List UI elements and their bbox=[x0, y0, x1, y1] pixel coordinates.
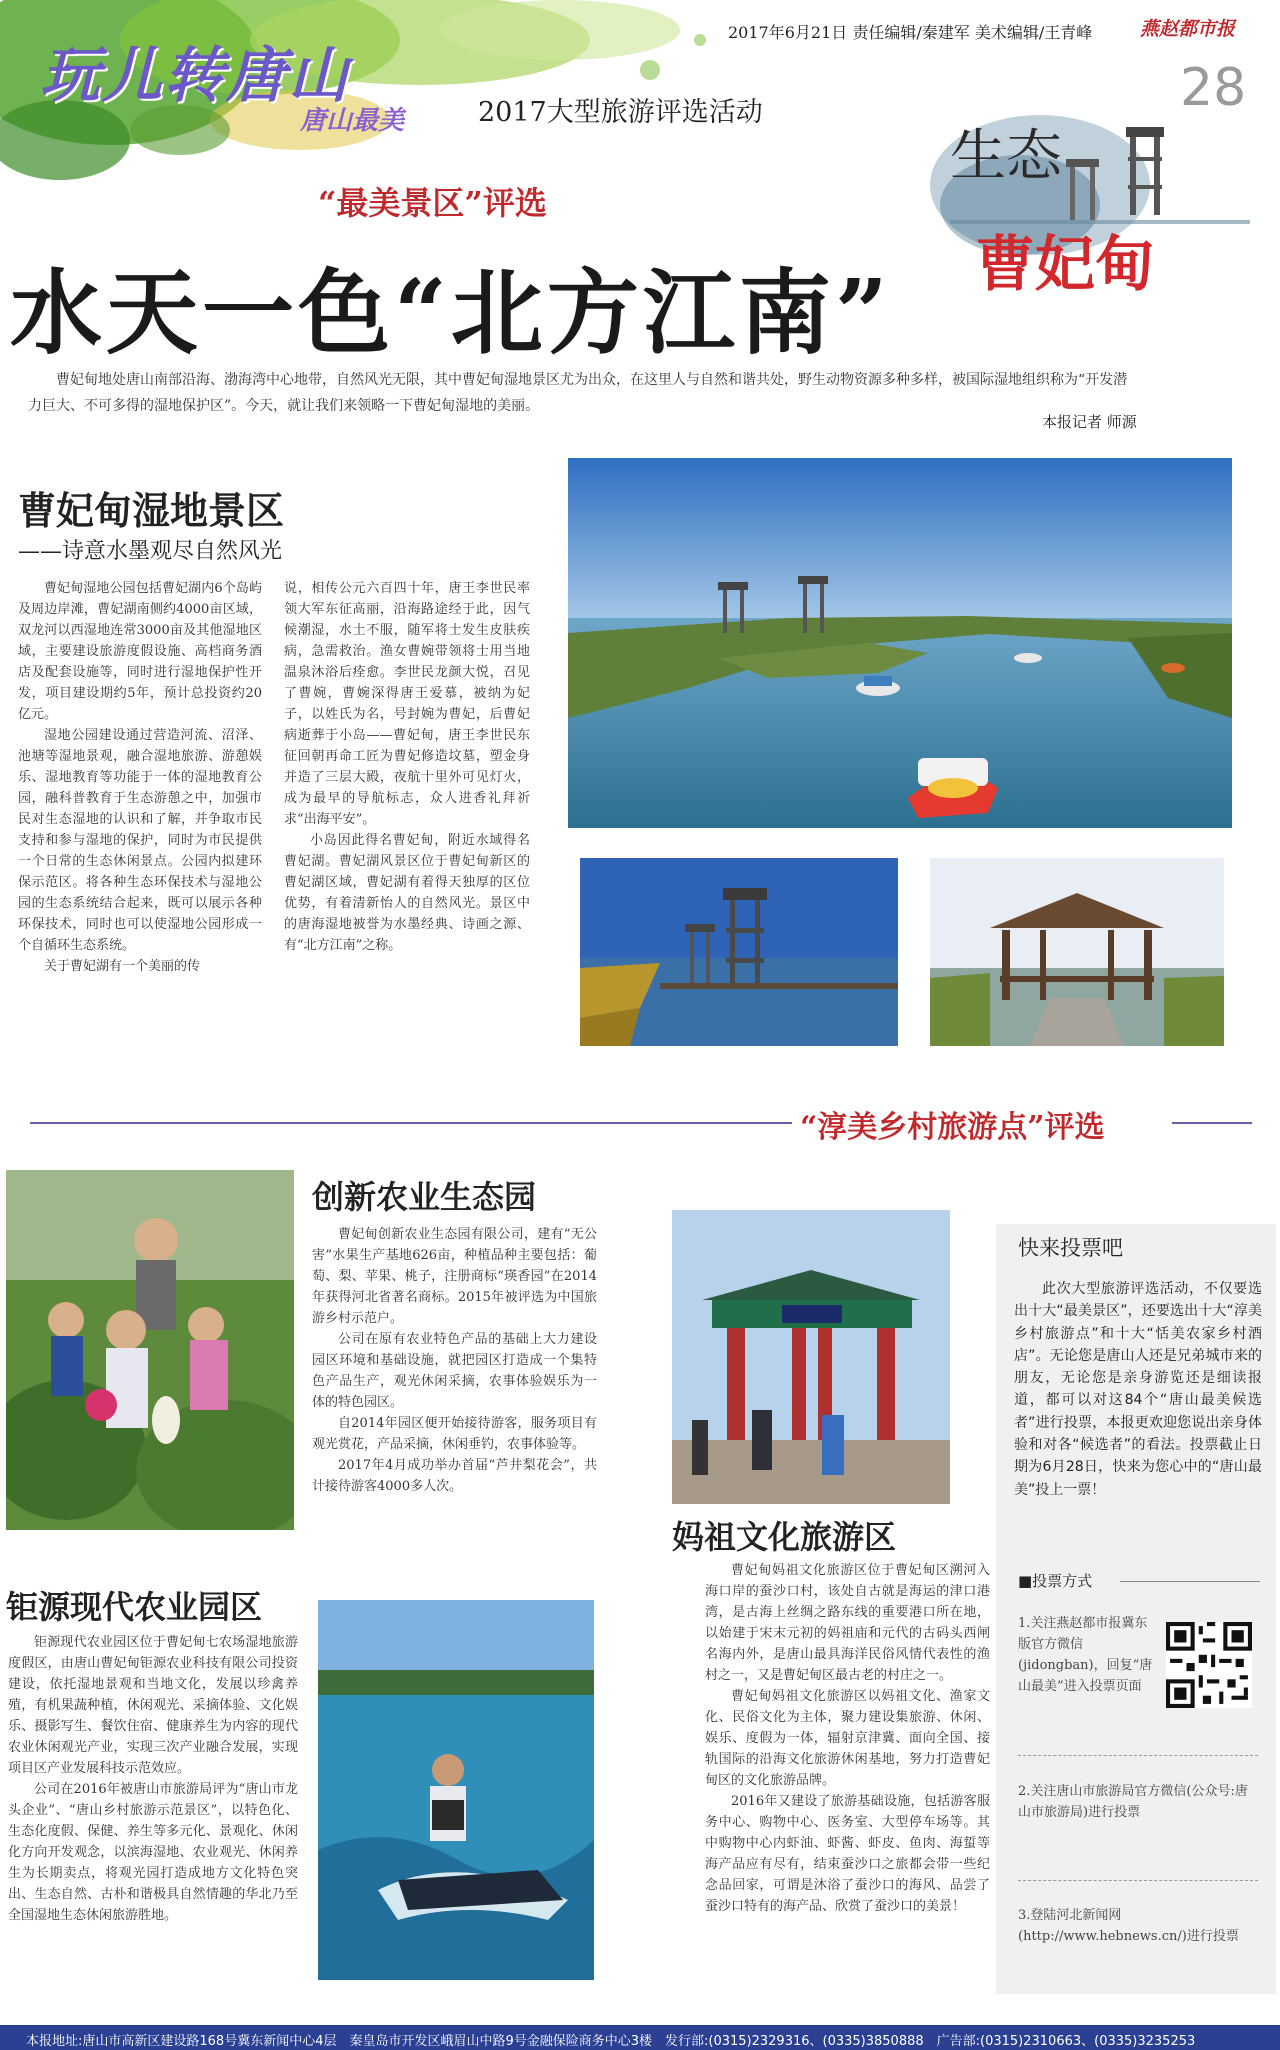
paragraph: 2017年4月成功举办首届“芦井梨花会”，共计接待游客4000多人次。 bbox=[312, 1458, 597, 1494]
page-number: 28 bbox=[1180, 58, 1247, 118]
paragraph: 公司在原有农业特色产品的基础上大力建设园区环境和基础设施，就把园区打造成一个集特色产品生产，观光休闲采摘，农事体验娱乐为一体的特色园区。 bbox=[312, 1332, 597, 1410]
sidebar-title: 快来投票吧 bbox=[1018, 1236, 1123, 1260]
article-body bbox=[8, 1632, 298, 1926]
badge-line2: 曹妃甸 bbox=[975, 230, 1155, 300]
paragraph: 公司在2016年被唐山市旅游局评为“唐山市龙头企业”、“唐山乡村旅游示范景区”，以特色化、生态化度假、保健、养生等多元化、景观化、休闲化方向开发观念，以滨海湿地、农业观光、休闲养生为长期卖点，将观光园打造成地方文化特色突出、生态自然、古朴和谐极具自然情趣的华北乃至全国湿地生态休闲旅游胜地。 bbox=[8, 1782, 298, 1923]
photo-mazu-archway bbox=[672, 1210, 950, 1504]
paragraph: 关于曹妃湖有一个美丽的传 bbox=[44, 959, 201, 974]
sidebar-separator bbox=[1018, 1880, 1258, 1881]
paragraph: 湿地公园建设通过营造河流、沼泽、池塘等湿地景观，融合湿地旅游、游憩娱乐、湿地教育等功能于一体的湿地教育公园，融科普教育于生态游憩之中，加强市民对生态湿地的认识和了解，并争取市民支持和参与湿地的保护，同时为市民提供一个日常的生态休闲景点。公园内拟建环保示范区。将各种生态环保技术与湿地公园的生态系统结合起来，既可以展示各种环保技术，同时也可以使湿地公园形成一个自循环生态系统。 bbox=[18, 728, 262, 953]
paragraph: 说，相传公元六百四十年，唐王李世民率领大军东征高丽，沿海路途经于此，因气候潮湿，水土不服，随军将士发生皮肤疾病，急需救治。渔女曹婉带领将士用当地温泉沐浴后痊愈。李世民龙颜大悦，召见了曹婉，曹婉深得唐王爱慕，被纳为妃子，以姓氏为名，号封婉为曹妃，后曹妃病逝葬于小岛——曹妃甸，唐王李世民东征回朝再命工匠为曹妃修造坟墓，塑金身并造了三层大殿，夜航十里外可见灯火，成为最早的导航标志，众人进香礼拜祈求“出海平安”。 bbox=[284, 581, 530, 827]
logo-title: 玩儿转唐山 bbox=[40, 41, 350, 111]
paragraph: 钜源现代农业园区位于曹妃甸七农场湿地旅游度假区，由唐山曹妃甸钜源农业科技有限公司投资建设，依托湿地景观和当地文化，发展以珍禽养殖，有机果蔬种植，休闲观光、采摘体验、文化娱乐、摄影写生、餐饮住宿、健康养生为内容的现代农业休闲观光产业，实现三次产业融合发展，实现项目区产业发展科技示范效应。 bbox=[8, 1635, 298, 1776]
ecology-badge bbox=[930, 95, 1270, 335]
photo-wetland-boats bbox=[568, 458, 1232, 828]
paragraph: 曹妃甸妈祖文化旅游区以妈祖文化、渔家文化、民俗文化为主体，聚力建设集旅游、休闲、娱乐、度假为一体，辐射京津冀、面向全国、接轨国际的沿海文化旅游休闲基地，努力打造曹妃甸区的文化旅游品牌。 bbox=[705, 1689, 990, 1788]
paragraph: 2016年又建设了旅游基础设施，包括游客服务中心、购物中心、医务室、大型停车场等。其中购物中心内虾油、虾酱、虾皮、鱼肉、海蜇等海产品应有尽有，结束蚕沙口之旅都会带一些纪念品回家，可谓是沐浴了蚕沙口的海风、品尝了蚕沙口特有的海产品、欣赏了蚕沙口的美景！ bbox=[705, 1794, 990, 1914]
vote-method-rule bbox=[1120, 1581, 1260, 1582]
vote-step-tourism-bureau: 2.关注唐山市旅游局官方微信(公众号:唐山市旅游局)进行投票 bbox=[1018, 1784, 1248, 1820]
photo-pavilion bbox=[930, 858, 1224, 1046]
section-divider bbox=[1172, 1122, 1252, 1124]
sidebar-separator bbox=[1018, 1755, 1258, 1756]
paragraph: 曹妃甸创新农业生态园有限公司，建有“无公害”水果生产基地626亩，种植品种主要包括：葡萄、梨、苹果、桃子，注册商标“瑛香园”在2014年获得河北省著名商标。2015年被评选为中国旅游乡村示范户。 bbox=[312, 1227, 597, 1326]
article-body bbox=[705, 1560, 990, 1917]
vote-step-wechat: 1.关注燕赵都市报冀东版官方微信(jidongban)，回复“唐山最美”进入投票页面 bbox=[1018, 1616, 1153, 1694]
photo-observation-towers bbox=[580, 858, 898, 1046]
page-headline: 水天一色“北方江南” bbox=[10, 259, 892, 367]
badge-line1: 生态 bbox=[950, 124, 1062, 189]
photo-children-harvest bbox=[6, 1170, 294, 1530]
section-label-rural: “淳美乡村旅游点”评选 bbox=[800, 1110, 1105, 1145]
footer-address: 本报地址:唐山市高新区建设路168号冀东新闻中心4层 秦皇岛市开发区峨眉山中路9号金融保险商务中心3楼 发行部:(0315)2329316、(0335)3850888 广告部:(0315)2310663、(0335)3235253 bbox=[26, 2034, 1196, 2049]
photo-jetski bbox=[318, 1600, 594, 1980]
article-title-eco-park: 创新农业生态园 bbox=[312, 1178, 537, 1216]
vote-method-heading: ■投票方式 bbox=[1018, 1572, 1093, 1590]
article-title-wetland: 曹妃甸湿地景区 bbox=[18, 488, 285, 533]
section-label-scenic: “最美景区”评选 bbox=[318, 184, 547, 222]
article-title-mazu: 妈祖文化旅游区 bbox=[672, 1518, 897, 1556]
event-title: 2017大型旅游评选活动 bbox=[478, 97, 763, 128]
newspaper-name: 燕赵都市报 bbox=[1140, 18, 1236, 40]
paragraph: 小岛因此得名曹妃甸，附近水域得名曹妃湖。曹妃湖风景区位于曹妃甸新区的曹妃湖区域，曹妃湖有着得天独厚的区位优势，有着清新怡人的自然风光。景区中的唐海湿地被誉为水墨经典、诗画之源、有“北方江南”之称。 bbox=[284, 833, 530, 953]
paragraph: 曹妃甸妈祖文化旅游区位于曹妃甸区溯河入海口岸的蚕沙口村，该处自古就是海运的津口港湾，是古海上丝绸之路东线的重要港口所在地，以始建于宋末元初的妈祖庙和元代的古码头西闸名海内外，是唐山最具海洋民俗风情代表性的渔村之一，又是曹妃甸区最古老的村庄之一。 bbox=[705, 1563, 990, 1683]
article-body bbox=[312, 1224, 597, 1497]
byline: 本报记者 师源 bbox=[1042, 413, 1137, 431]
article-title-juyuan: 钜源现代农业园区 bbox=[6, 1588, 263, 1626]
header-meta: 2017年6月21日 责任编辑/秦建军 美术编辑/王青峰 bbox=[728, 23, 1093, 42]
paragraph: 自2014年园区便开始接待游客，服务项目有观光赏花，产品采摘，休闲垂钓，农事体验等。 bbox=[312, 1416, 597, 1452]
sidebar-body: 此次大型旅游评选活动，不仅要选出十大“最美景区”，还要选出十大“淳美乡村旅游点”和十大“恬美农家乡村酒店”。无论您是唐山人还是兄弟城市来的朋友，无论您是亲身游览还是细读报道，都可以对这84个“唐山最美候选者”进行投票，本报更欢迎您说出亲身体验和对各“候选者”的看法。投票截止日期为6月28日，快来为您心中的“唐山最美”投上一票！ bbox=[1014, 1281, 1262, 1498]
article-column bbox=[18, 578, 262, 977]
vote-step-hebnews: 3.登陆河北新闻网(http://www.hebnews.cn/)进行投票 bbox=[1018, 1908, 1239, 1944]
article-column bbox=[284, 578, 530, 956]
section-divider bbox=[30, 1122, 792, 1124]
qr-code-icon bbox=[1166, 1622, 1252, 1708]
paragraph: 曹妃甸湿地公园包括曹妃湖内6个岛屿及周边岸滩，曹妃湖南侧约4000亩区域，双龙河以西湿地连常3000亩及其他湿地区域，主要建设旅游度假设施、高档商务酒店及配套设施等，同时进行湿地保护性开发，项目建设期约5年，预计总投资约20亿元。 bbox=[18, 581, 262, 722]
article-subtitle-wetland: ——诗意水墨观尽自然风光 bbox=[18, 539, 283, 564]
intro-paragraph: 曹妃甸地处唐山南部沿海、渤海湾中心地带，自然风光无限，其中曹妃甸湿地景区尤为出众，在这里人与自然和谐共处，野生动物资源多种多样，被国际湿地组织称为“开发潜力巨大、不可多得的湿地保护区”。今天，就让我们来领略一下曹妃甸湿地的美丽。 bbox=[28, 372, 1128, 414]
logo-subtitle: 唐山最美 bbox=[300, 106, 405, 136]
